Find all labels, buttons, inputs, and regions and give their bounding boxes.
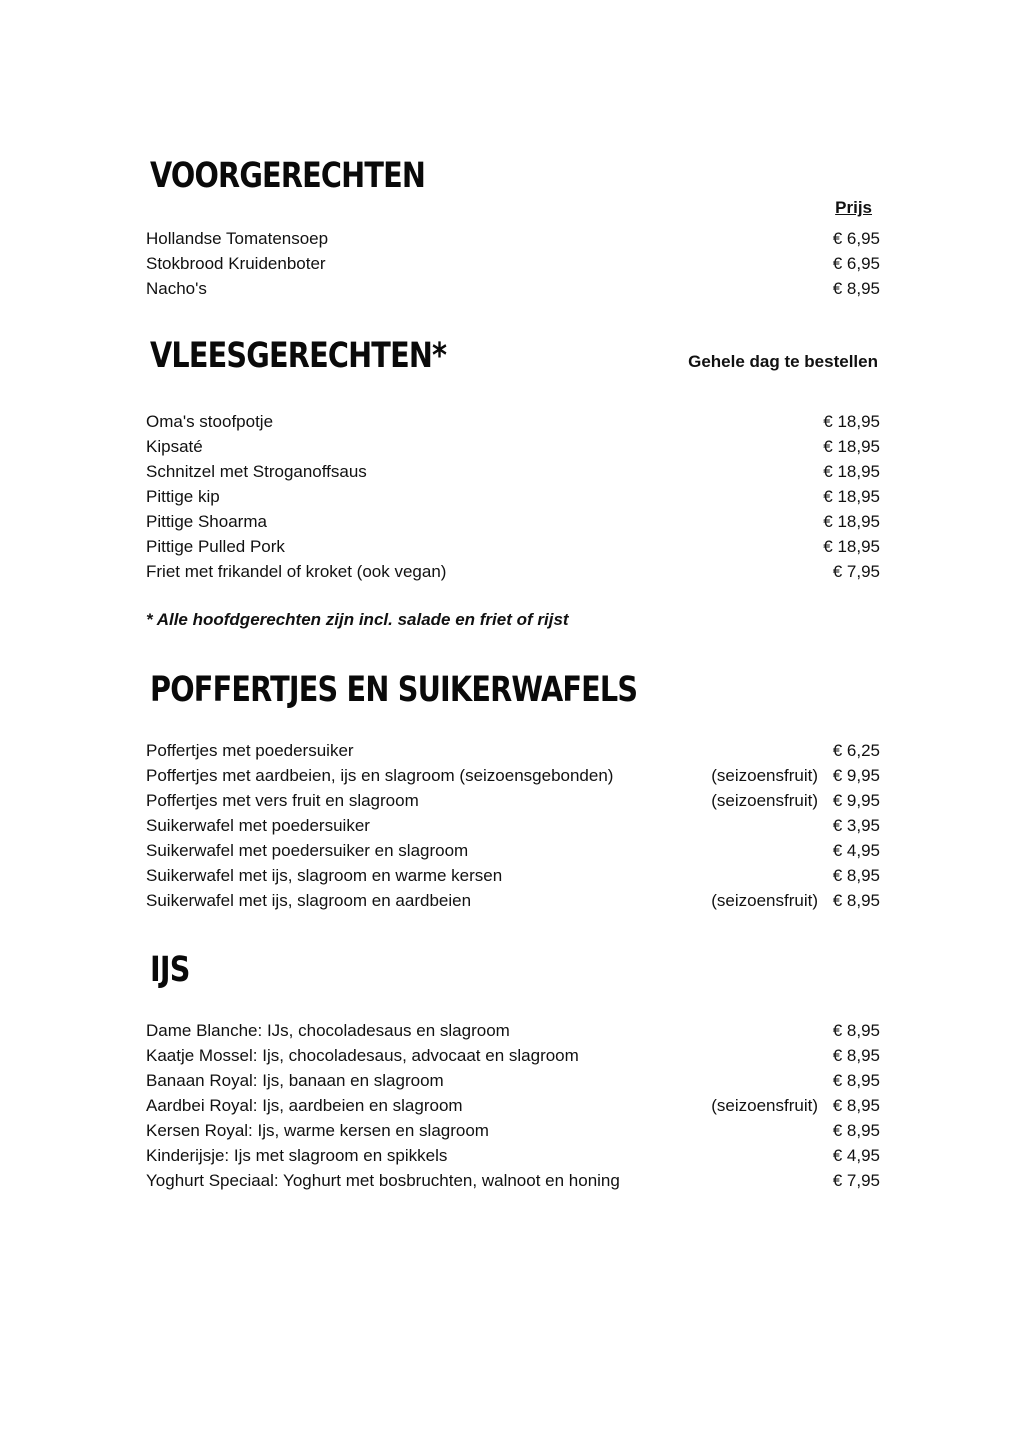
menu-item-price: € 18,95 bbox=[823, 487, 880, 506]
menu-item bbox=[146, 1118, 880, 1143]
menu-item-name: Poffertjes met aardbeien, ijs en slagroom (seizoensgebonden) bbox=[146, 766, 614, 785]
menu-item-price: € 8,95 bbox=[832, 1121, 880, 1140]
section-title-voorgerechten: VOORGERECHTEN bbox=[150, 156, 426, 196]
menu-item-price: € 8,95 bbox=[832, 891, 880, 910]
menu-item-name: Banaan Royal: Ijs, banaan en slagroom bbox=[146, 1071, 444, 1090]
menu-item-name: Suikerwafel met ijs, slagroom en aardbeien bbox=[146, 891, 472, 910]
menu-item-note: (seizoensfruit) bbox=[711, 766, 818, 785]
menu-item bbox=[146, 1168, 880, 1193]
menu-list-poffertjes bbox=[146, 738, 880, 913]
menu-item-price: € 18,95 bbox=[823, 437, 880, 456]
menu-item bbox=[146, 459, 880, 484]
price-column-header: Prijs bbox=[835, 198, 872, 217]
menu-item-name: Yoghurt Speciaal: Yoghurt met bosbruchten, walnoot en honing bbox=[146, 1171, 620, 1190]
menu-item-price: € 6,25 bbox=[832, 741, 880, 760]
menu-item-price: € 8,95 bbox=[832, 866, 880, 885]
menu-item-price: € 3,95 bbox=[832, 816, 880, 835]
menu-item bbox=[146, 1043, 880, 1068]
menu-item bbox=[146, 1068, 880, 1093]
menu-item-price: € 6,95 bbox=[832, 254, 880, 273]
menu-item bbox=[146, 838, 880, 863]
menu-list-vleesgerechten bbox=[146, 409, 880, 584]
menu-item bbox=[146, 559, 880, 584]
menu-item-note: (seizoensfruit) bbox=[711, 791, 818, 810]
menu-item-price: € 8,95 bbox=[832, 1071, 880, 1090]
menu-item-price: € 4,95 bbox=[832, 1146, 880, 1165]
menu-item bbox=[146, 1143, 880, 1168]
menu-item-name: Aardbei Royal: Ijs, aardbeien en slagroom bbox=[146, 1096, 463, 1115]
menu-item-name: Suikerwafel met poedersuiker en slagroom bbox=[146, 841, 469, 860]
menu-item-name: Friet met frikandel of kroket (ook vegan) bbox=[146, 562, 447, 581]
menu-list-ijs bbox=[146, 1018, 880, 1193]
menu-item bbox=[146, 509, 880, 534]
menu-item-price: € 18,95 bbox=[823, 537, 880, 556]
menu-item-name: Pittige Shoarma bbox=[146, 512, 267, 531]
menu-item bbox=[146, 863, 880, 888]
menu-item-name: Suikerwafel met ijs, slagroom en warme kersen bbox=[146, 866, 503, 885]
menu-item-name: Suikerwafel met poedersuiker bbox=[146, 816, 370, 835]
menu-item-name: Schnitzel met Stroganoffsaus bbox=[146, 462, 367, 481]
menu-item-name: Poffertjes met poedersuiker bbox=[146, 741, 354, 760]
menu-item-price: € 8,95 bbox=[832, 279, 880, 298]
menu-item bbox=[146, 534, 880, 559]
menu-item-note: (seizoensfruit) bbox=[711, 1096, 818, 1115]
footnote-hoofdgerechten: * Alle hoofdgerechten zijn incl. salade en friet of rijst bbox=[146, 610, 569, 629]
menu-item-name: Oma's stoofpotje bbox=[146, 412, 274, 431]
section-subtitle-vleesgerechten: Gehele dag te bestellen bbox=[688, 352, 878, 371]
menu-item-name: Dame Blanche: IJs, chocoladesaus en slagroom bbox=[146, 1021, 510, 1040]
menu-item bbox=[146, 251, 880, 276]
menu-item-name: Hollandse Tomatensoep bbox=[146, 229, 329, 248]
menu-item-price: € 9,95 bbox=[832, 766, 880, 785]
menu-item-price: € 8,95 bbox=[832, 1096, 880, 1115]
menu-item bbox=[146, 226, 880, 251]
menu-item-price: € 18,95 bbox=[823, 462, 880, 481]
menu-item-name: Kersen Royal: Ijs, warme kersen en slagroom bbox=[146, 1121, 489, 1140]
section-title-vleesgerechten: VLEESGERECHTEN* bbox=[150, 336, 447, 376]
section-title-ijs: IJS bbox=[150, 950, 190, 990]
menu-item-name: Poffertjes met vers fruit en slagroom bbox=[146, 791, 419, 810]
menu-item-name: Kipsaté bbox=[146, 437, 203, 456]
menu-item bbox=[146, 738, 880, 763]
menu-item bbox=[146, 1018, 880, 1043]
menu-item-price: € 6,95 bbox=[832, 229, 880, 248]
menu-item-price: € 8,95 bbox=[832, 1046, 880, 1065]
menu-item-price: € 4,95 bbox=[832, 841, 880, 860]
menu-item-name: Nacho's bbox=[146, 279, 207, 298]
menu-item-price: € 18,95 bbox=[823, 412, 880, 431]
menu-item-price: € 7,95 bbox=[832, 1171, 880, 1190]
menu-item bbox=[146, 813, 880, 838]
menu-item-price: € 7,95 bbox=[832, 562, 880, 581]
menu-item-name: Kaatje Mossel: Ijs, chocoladesaus, advocaat en slagroom bbox=[146, 1046, 579, 1065]
menu-item bbox=[146, 788, 880, 813]
menu-item-note: (seizoensfruit) bbox=[711, 891, 818, 910]
section-title-poffertjes: POFFERTJES EN SUIKERWAFELS bbox=[150, 670, 638, 710]
menu-item bbox=[146, 409, 880, 434]
menu-item-name: Kinderijsje: Ijs met slagroom en spikkels bbox=[146, 1146, 448, 1165]
menu-item-price: € 9,95 bbox=[832, 791, 880, 810]
menu-list-voorgerechten bbox=[146, 226, 880, 301]
menu-item bbox=[146, 276, 880, 301]
menu-item-name: Stokbrood Kruidenboter bbox=[146, 254, 326, 273]
menu-item-name: Pittige Pulled Pork bbox=[146, 537, 285, 556]
menu-item bbox=[146, 888, 880, 913]
menu-item bbox=[146, 1093, 880, 1118]
menu-item-price: € 18,95 bbox=[823, 512, 880, 531]
menu-item bbox=[146, 434, 880, 459]
menu-item-price: € 8,95 bbox=[832, 1021, 880, 1040]
menu-item bbox=[146, 763, 880, 788]
menu-item bbox=[146, 484, 880, 509]
menu-item-name: Pittige kip bbox=[146, 487, 220, 506]
